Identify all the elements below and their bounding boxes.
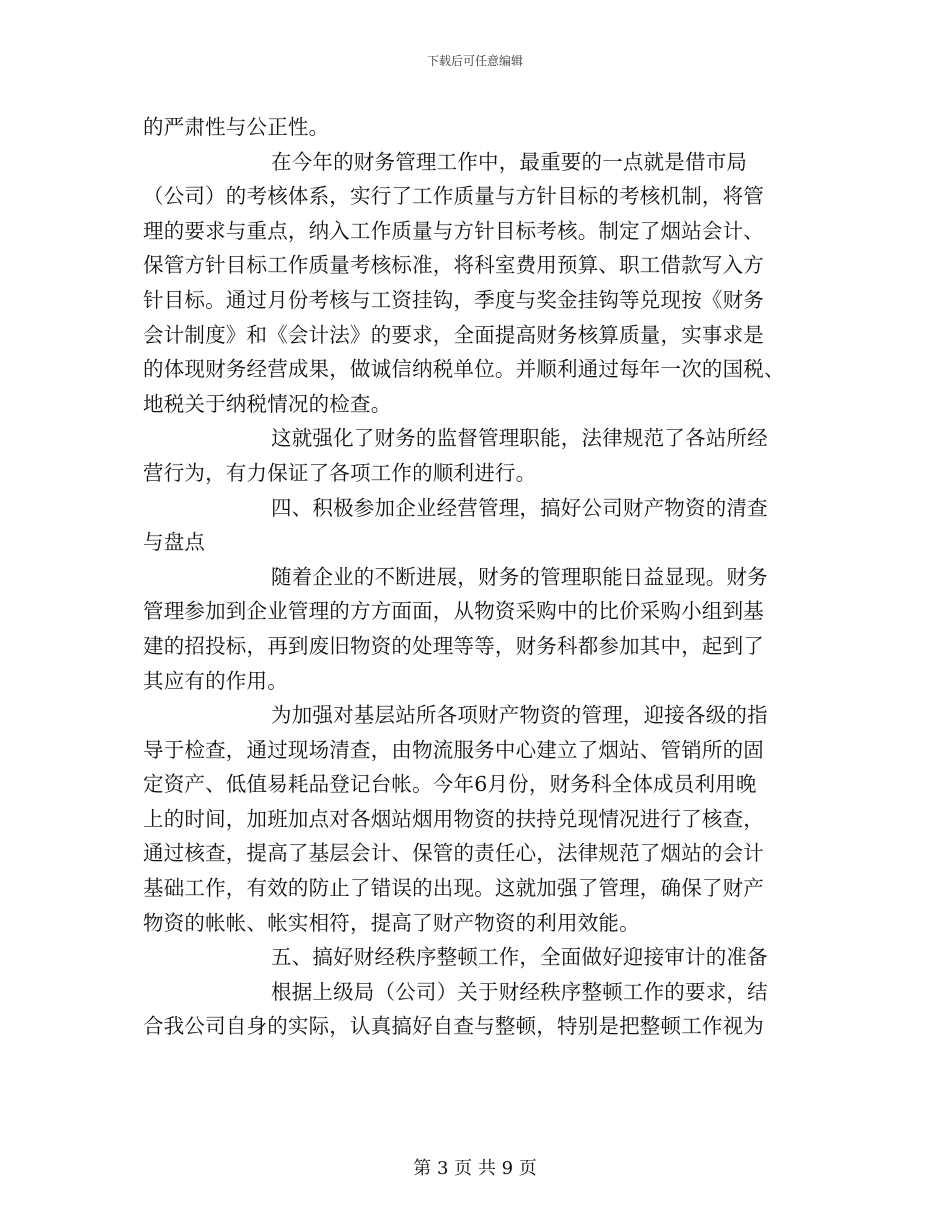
text-line: 上的时间，加班加点对各烟站烟用物资的扶持兑现情况进行了核查， (143, 806, 764, 831)
text-line: 的体现财务经营成果，做诚信纳税单位。并顺利通过每年一次的国税、 (143, 357, 785, 382)
text-line: 在今年的财务管理工作中，最重要的一点就是借市局 (271, 149, 748, 174)
text-line: 营行为，有力保证了各项工作的顺利进行。 (143, 460, 537, 485)
text-line: 导于检查，通过现场清查，由物流服务中心建立了烟站、管销所的固 (143, 737, 764, 762)
text-line: 理的要求与重点，纳入工作质量与方针目标考核。制定了烟站会计、 (143, 218, 764, 243)
text-line: 管理参加到企业管理的方方面面，从物资采购中的比价采购小组到基 (143, 599, 764, 624)
text-line: 根据上级局（公司）关于财经秩序整顿工作的要求，结 (271, 979, 768, 1004)
text-line: 物资的帐帐、帐实相符，提高了财产物资的利用效能。 (143, 910, 640, 935)
text-line: 基础工作，有效的防止了错误的出现。这就加强了管理，确保了财产 (143, 876, 764, 901)
text-line: 合我公司自身的实际，认真搞好自查与整顿，特别是把整顿工作视为 (143, 1014, 764, 1039)
text-line: 五、搞好财经秩序整顿工作，全面做好迎接审计的准备 (271, 945, 768, 970)
text-line: 为加强对基层站所各项财产物资的管理，迎接各级的指 (271, 703, 768, 728)
text-line: （公司）的考核体系，实行了工作质量与方针目标的考核机制，将管 (143, 184, 764, 209)
text-line: 四、积极参加企业经营管理，搞好公司财产物资的清查 (271, 495, 768, 520)
text-line: 的严肃性与公正性。 (143, 115, 330, 139)
text-line: 保管方针目标工作质量考核标准，将科室费用预算、职工借款写入方 (143, 253, 764, 278)
text-line: 地税关于纳税情况的检查。 (143, 391, 392, 416)
text-line: 随着企业的不断进展，财务的管理职能日益显现。财务 (271, 564, 768, 589)
text-line: 针目标。通过月份考核与工资挂钩，季度与奖金挂钩等兑现按《财务 (143, 287, 764, 312)
page-header: 下载后可任意编辑 (426, 54, 523, 68)
text-line: 定资产、低值易耗品登记台帐。今年6月份，财务科全体成员利用晚 (143, 772, 757, 797)
text-line: 其应有的作用。 (143, 668, 288, 693)
document-body (143, 110, 803, 1044)
text-line: 这就强化了财务的监督管理职能，法律规范了各站所经 (271, 426, 768, 451)
page-footer: 第 3 页 共 9 页 (413, 1158, 537, 1179)
text-line: 通过核查，提高了基层会计、保管的责任心，法律规范了烟站的会计 (143, 841, 764, 866)
text-line: 会计制度》和《会计法》的要求，全面提高财务核算质量，实事求是 (143, 322, 764, 347)
text-line: 与盘点 (143, 530, 206, 555)
text-line: 建的招投标，再到废旧物资的处理等等，财务科都参加其中，起到了 (143, 633, 764, 658)
